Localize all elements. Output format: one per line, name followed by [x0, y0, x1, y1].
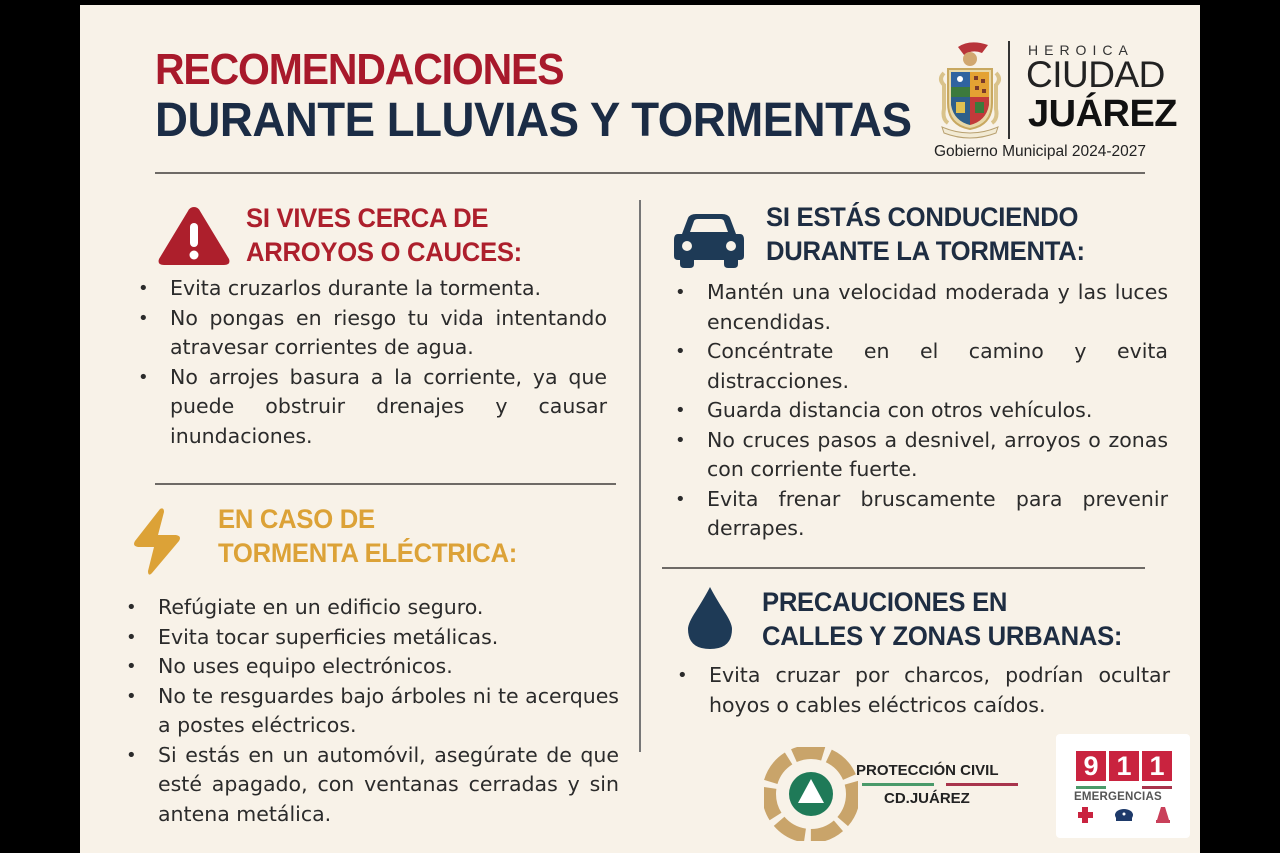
911-icons — [1078, 806, 1170, 824]
section-title-arroyos: SI VIVES CERCA DE ARROYOS O CAUCES: — [246, 203, 522, 267]
column-divider — [639, 200, 641, 752]
list-calles — [674, 661, 1170, 720]
logo-gobierno: Gobierno Municipal 2024-2027 — [934, 143, 1146, 160]
car-icon — [672, 212, 746, 272]
coat-of-arms-icon — [936, 39, 1004, 141]
911-stripes — [1076, 786, 1172, 789]
lightning-bolt-icon — [132, 507, 184, 581]
list-conduciendo — [672, 278, 1168, 544]
list-item: • Refúgiate en un edificio seguro. — [123, 593, 619, 623]
list-item: • No arrojes basura a la corriente, ya que puede obstruir drenajes y causar inundaciones. — [135, 363, 607, 452]
list-arroyos — [135, 274, 607, 451]
header-divider — [155, 172, 1145, 174]
left-section-divider — [155, 483, 616, 485]
list-item: • Evita frenar bruscamente para prevenir derrapes. — [672, 485, 1168, 544]
infographic-card — [80, 5, 1200, 853]
proteccion-civil-label: PROTECCIÓN CIVIL — [856, 762, 999, 779]
logo-juarez: JUÁREZ — [1028, 93, 1178, 135]
list-item: • Evita cruzarlos durante la tormenta. — [135, 274, 607, 304]
list-item: • No cruces pasos a desnivel, arroyos o zonas con corriente fuerte. — [672, 426, 1168, 485]
civil-protection-emblem-icon — [764, 747, 858, 845]
title-line-2: DURANTE LLUVIAS Y TORMENTAS — [155, 94, 912, 147]
emergencias-911-logo — [1056, 734, 1190, 838]
list-item: • Evita tocar superficies metálicas. — [123, 623, 619, 653]
water-drop-icon — [686, 585, 734, 655]
section-title-electrica: EN CASO DE TORMENTA ELÉCTRICA: — [218, 504, 518, 568]
right-section-divider — [662, 567, 1145, 569]
medical-cross-icon — [1078, 807, 1093, 823]
fire-bell-icon — [1156, 807, 1170, 823]
proteccion-civil-city: CD.JUÁREZ — [884, 790, 970, 807]
list-item: • No te resguardes bajo árboles ni te acerques a postes eléctricos. — [123, 682, 619, 741]
list-electrica — [123, 593, 619, 829]
logo-ciudad: CIUDAD — [1026, 54, 1165, 95]
warning-triangle-icon — [156, 203, 232, 271]
section-title-conduciendo: SI ESTÁS CONDUCIENDO DURANTE LA TORMENTA: — [766, 202, 1085, 266]
list-item: • Guarda distancia con otros vehículos. — [672, 396, 1168, 426]
police-cap-icon — [1115, 809, 1133, 821]
green-stripe — [862, 783, 934, 786]
911-digits: 9 1 1 — [1076, 751, 1172, 781]
list-item: • Mantén una velocidad moderada y las luces encendidas. — [672, 278, 1168, 337]
emergencias-label: EMERGENCIAS — [1074, 791, 1162, 803]
list-item: • No uses equipo electrónicos. — [123, 652, 619, 682]
list-item: • Concéntrate en el camino y evita distracciones. — [672, 337, 1168, 396]
list-item: • Si estás en un automóvil, asegúrate de que esté apagado, con ventanas cerradas y sin antena metálica. — [123, 741, 619, 830]
list-item: • No pongas en riesgo tu vida intentando atravesar corrientes de agua. — [135, 304, 607, 363]
logo-heroica: HEROICA — [1028, 42, 1134, 58]
section-title-calles: PRECAUCIONES EN CALLES Y ZONAS URBANAS: — [762, 587, 1123, 651]
title-line-1: RECOMENDACIONES — [155, 45, 564, 94]
list-item: • Evita cruzar por charcos, podrían ocultar hoyos o cables eléctricos caídos. — [674, 661, 1170, 720]
logo-divider — [1008, 41, 1010, 139]
red-stripe — [946, 783, 1018, 786]
